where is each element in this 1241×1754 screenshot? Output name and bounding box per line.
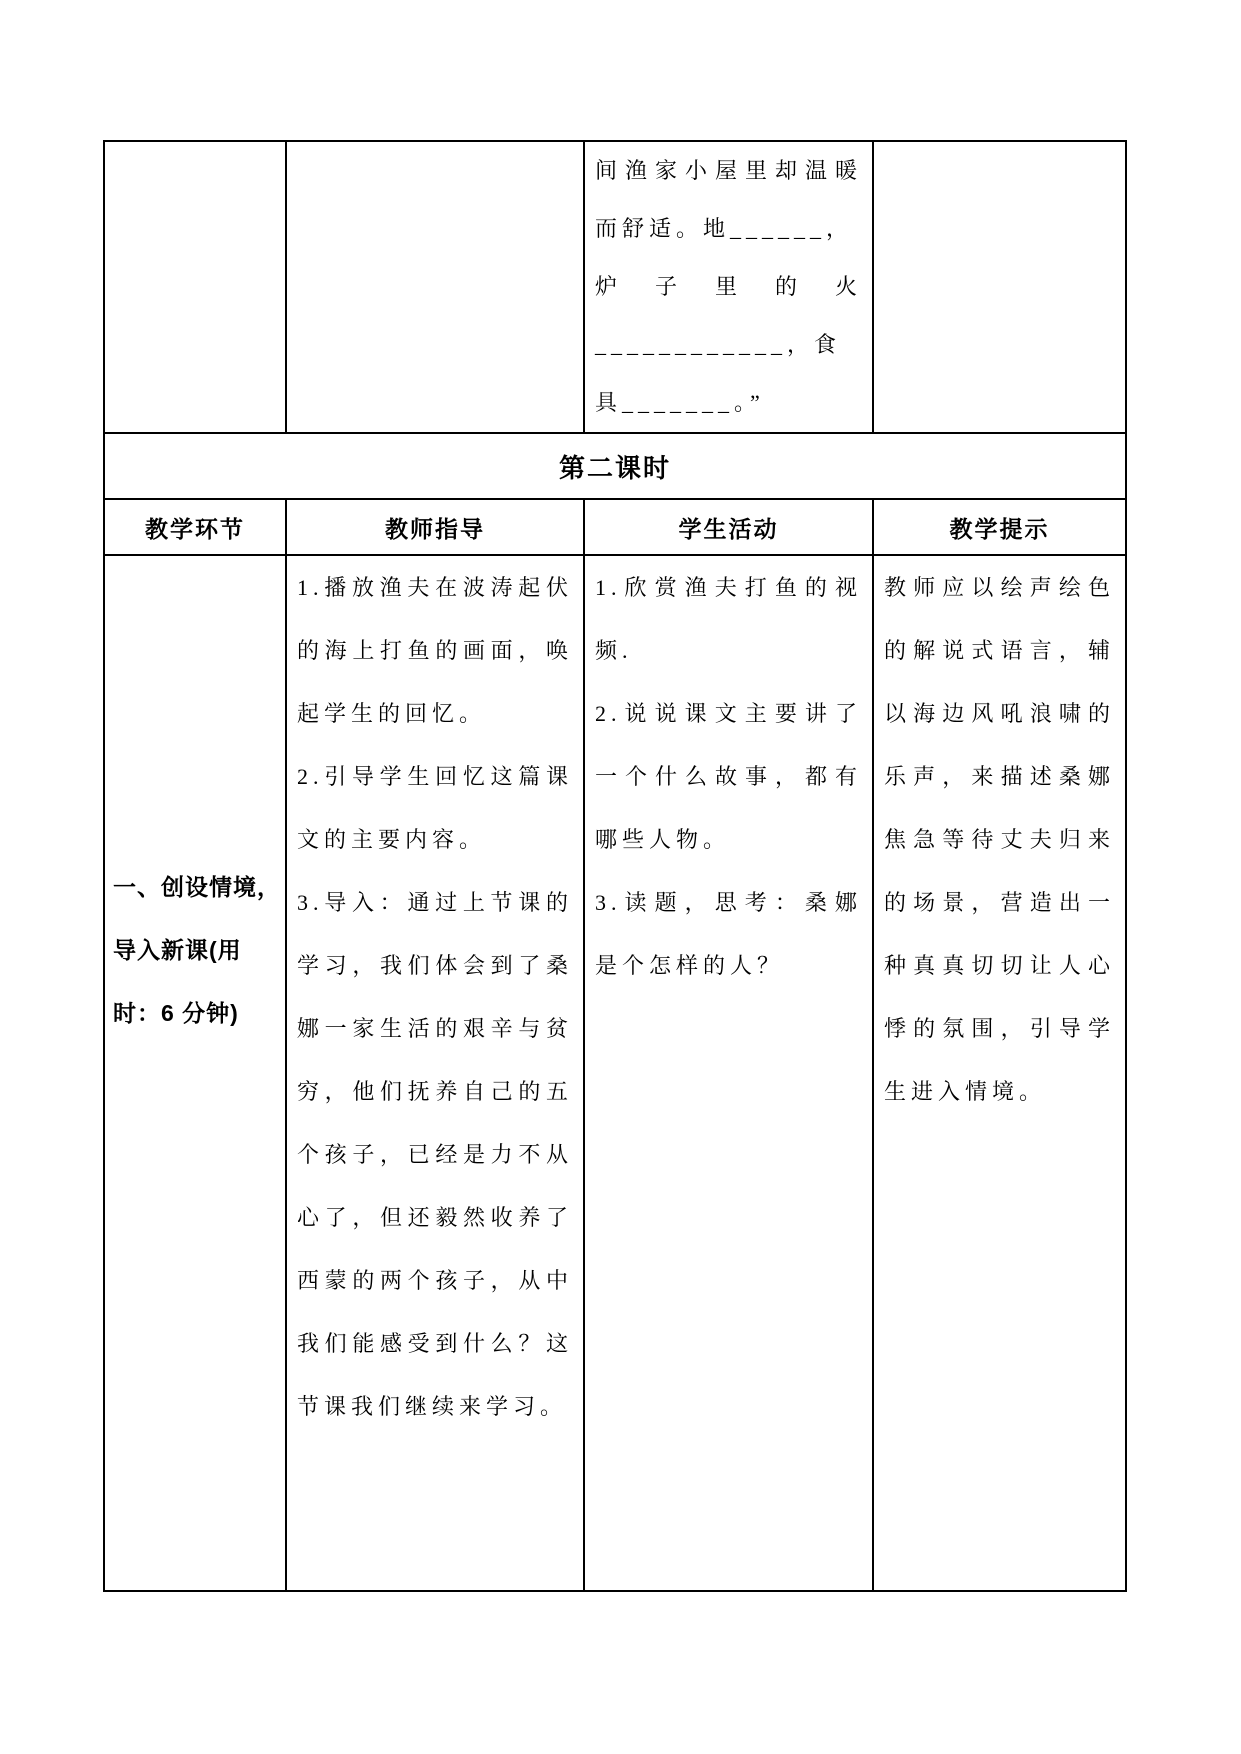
column-header-row [104, 499, 1126, 555]
stage-line: 一、创设情境， [113, 874, 281, 900]
teaching-tips-cell [873, 555, 1126, 1591]
lesson-plan-table [103, 140, 1127, 1592]
fill-in-blank-line: 而舒适。地______， [595, 216, 854, 241]
fill-in-blank-line: 炉子里的火 [595, 274, 862, 299]
session-title-row [104, 433, 1126, 499]
continuation-row [104, 141, 1126, 433]
empty-tips-cell [873, 141, 1126, 433]
empty-teacher-cell [286, 141, 584, 433]
stage-line: 时：6 分钟) [113, 1000, 239, 1026]
teaching-stage-cell [104, 555, 286, 1591]
column-header-teacher-guidance: 教师指导 [286, 499, 584, 555]
teacher-guidance-cell [286, 555, 584, 1591]
student-activity-continuation-cell [584, 141, 873, 433]
teacher-step: 1.播放渔夫在波涛起伏的海上打鱼的画面，唤起学生的回忆。 [297, 575, 573, 726]
content-row [104, 555, 1126, 1591]
student-step: 1.欣赏渔夫打鱼的视频. [595, 575, 862, 663]
empty-stage-cell [104, 141, 286, 433]
student-step: 3.读题，思考：桑娜是个怎样的人？ [595, 890, 862, 978]
teacher-step: 2.引导学生回忆这篇课文的主要内容。 [297, 764, 573, 852]
session-title: 第二课时 [104, 433, 1126, 499]
tips-paragraph: 教师应以绘声绘色的解说式语言，辅以海边风吼浪啸的乐声，来描述桑娜焦急等待丈夫归来的场景，营造出一种真真切切让人心悸的氛围，引导学生进入情境。 [884, 575, 1115, 1104]
column-header-teaching-tips: 教学提示 [873, 499, 1126, 555]
student-activity-cell [584, 555, 873, 1591]
student-step: 2.说说课文主要讲了一个什么故事，都有哪些人物。 [595, 701, 862, 852]
fill-in-blank-line: ____________，食 [595, 332, 842, 357]
fill-in-blank-line: 具_______。” [595, 390, 765, 415]
teacher-step: 3.导入：通过上节课的学习，我们体会到了桑娜一家生活的艰辛与贫穷，他们抚养自己的五个孩子，已经是力不从心了，但还毅然收养了西蒙的两个孩子，从中我们能感受到什么？这节课我们继续来学习。 [297, 890, 573, 1419]
column-header-teaching-stage: 教学环节 [104, 499, 286, 555]
stage-line: 导入新课(用 [113, 937, 242, 963]
column-header-student-activity: 学生活动 [584, 499, 873, 555]
fill-in-blank-line: 间渔家小屋里却温暖 [595, 158, 862, 183]
